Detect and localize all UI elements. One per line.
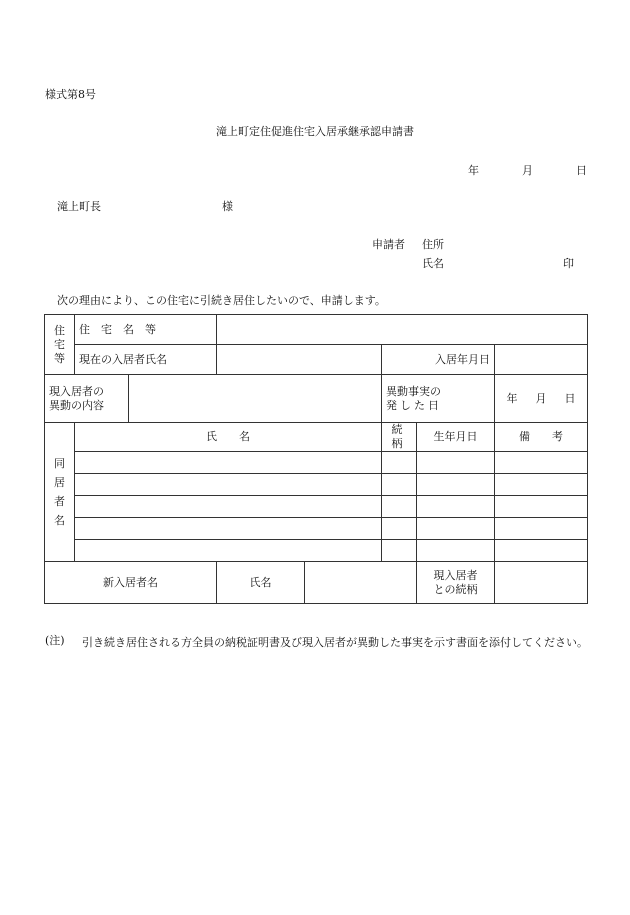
cohabitant-row	[45, 452, 588, 474]
housing-name-label: 住 宅 名 等	[75, 315, 217, 345]
new-tenant-label: 新入居者名	[45, 562, 217, 604]
housing-section-label: 住宅等	[45, 315, 75, 375]
current-tenant-field[interactable]	[217, 345, 382, 375]
intro-statement: 次の理由により、この住宅に引続き居住したいので、申請します。	[57, 294, 386, 307]
day-label: 日	[576, 164, 587, 177]
cohabitant-birthdate-field[interactable]	[417, 474, 495, 496]
relation-to-current-tenant-field[interactable]	[495, 562, 588, 604]
cohabitant-row	[45, 518, 588, 540]
column-header-name: 氏 名	[75, 423, 382, 452]
new-tenant-name-field[interactable]	[305, 562, 417, 604]
application-date	[468, 162, 587, 178]
column-header-relationship: 続柄	[382, 423, 417, 452]
application-form-table	[44, 314, 588, 604]
cohabitant-row	[45, 540, 588, 562]
cohabitants-section-label: 同居者名	[45, 423, 75, 562]
cohabitant-relationship-field[interactable]	[382, 474, 417, 496]
cohabitant-relationship-field[interactable]	[382, 496, 417, 518]
year-label: 年	[468, 164, 479, 177]
change-content-label: 現入居者の 異動の内容	[45, 375, 129, 423]
cohabitant-row	[45, 474, 588, 496]
addressee-honorific: 様	[222, 200, 233, 213]
column-header-birthdate: 生年月日	[417, 423, 495, 452]
cohabitant-relationship-field[interactable]	[382, 540, 417, 562]
change-date-label: 異動事実の 発した日	[382, 375, 495, 423]
note-text: 引き続き居住される方全員の納税証明書及び現入居者が異動した事実を示す書面を添付してください。	[82, 636, 588, 649]
cohabitant-remarks-field[interactable]	[495, 496, 588, 518]
applicant-address-label: 住所	[422, 238, 444, 251]
cohabitant-remarks-field[interactable]	[495, 518, 588, 540]
change-content-field[interactable]	[129, 375, 382, 423]
cohabitant-relationship-field[interactable]	[382, 452, 417, 474]
new-tenant-name-label: 氏名	[217, 562, 305, 604]
cohabitant-row	[45, 496, 588, 518]
document-title: 滝上町定住促進住宅入居承継承認申請書	[216, 125, 414, 138]
move-in-date-label: 入居年月日	[382, 345, 495, 375]
housing-name-field[interactable]	[217, 315, 588, 345]
note-label: (注)	[45, 634, 65, 647]
cohabitant-birthdate-field[interactable]	[417, 518, 495, 540]
cohabitant-remarks-field[interactable]	[495, 540, 588, 562]
current-tenant-label: 現在の入居者氏名	[75, 345, 217, 375]
change-date-field[interactable]: 年 月 日	[495, 375, 588, 423]
cohabitant-name-field[interactable]	[75, 452, 382, 474]
seal-mark: 印	[563, 257, 574, 270]
addressee-name: 滝上町長	[57, 200, 101, 213]
cohabitant-name-field[interactable]	[75, 474, 382, 496]
cohabitant-remarks-field[interactable]	[495, 452, 588, 474]
cohabitant-relationship-field[interactable]	[382, 518, 417, 540]
month-label: 月	[522, 164, 533, 177]
column-header-remarks: 備 考	[495, 423, 588, 452]
form-number: 様式第8号	[45, 88, 96, 101]
applicant-label: 申請者	[372, 238, 405, 251]
applicant-name-label: 氏名	[422, 257, 444, 270]
cohabitant-name-field[interactable]	[75, 540, 382, 562]
cohabitant-name-field[interactable]	[75, 496, 382, 518]
cohabitant-birthdate-field[interactable]	[417, 496, 495, 518]
cohabitant-name-field[interactable]	[75, 518, 382, 540]
cohabitant-birthdate-field[interactable]	[417, 452, 495, 474]
cohabitant-birthdate-field[interactable]	[417, 540, 495, 562]
move-in-date-field[interactable]	[495, 345, 588, 375]
relation-to-current-tenant-label: 現入居者 との続柄	[417, 562, 495, 604]
cohabitant-remarks-field[interactable]	[495, 474, 588, 496]
